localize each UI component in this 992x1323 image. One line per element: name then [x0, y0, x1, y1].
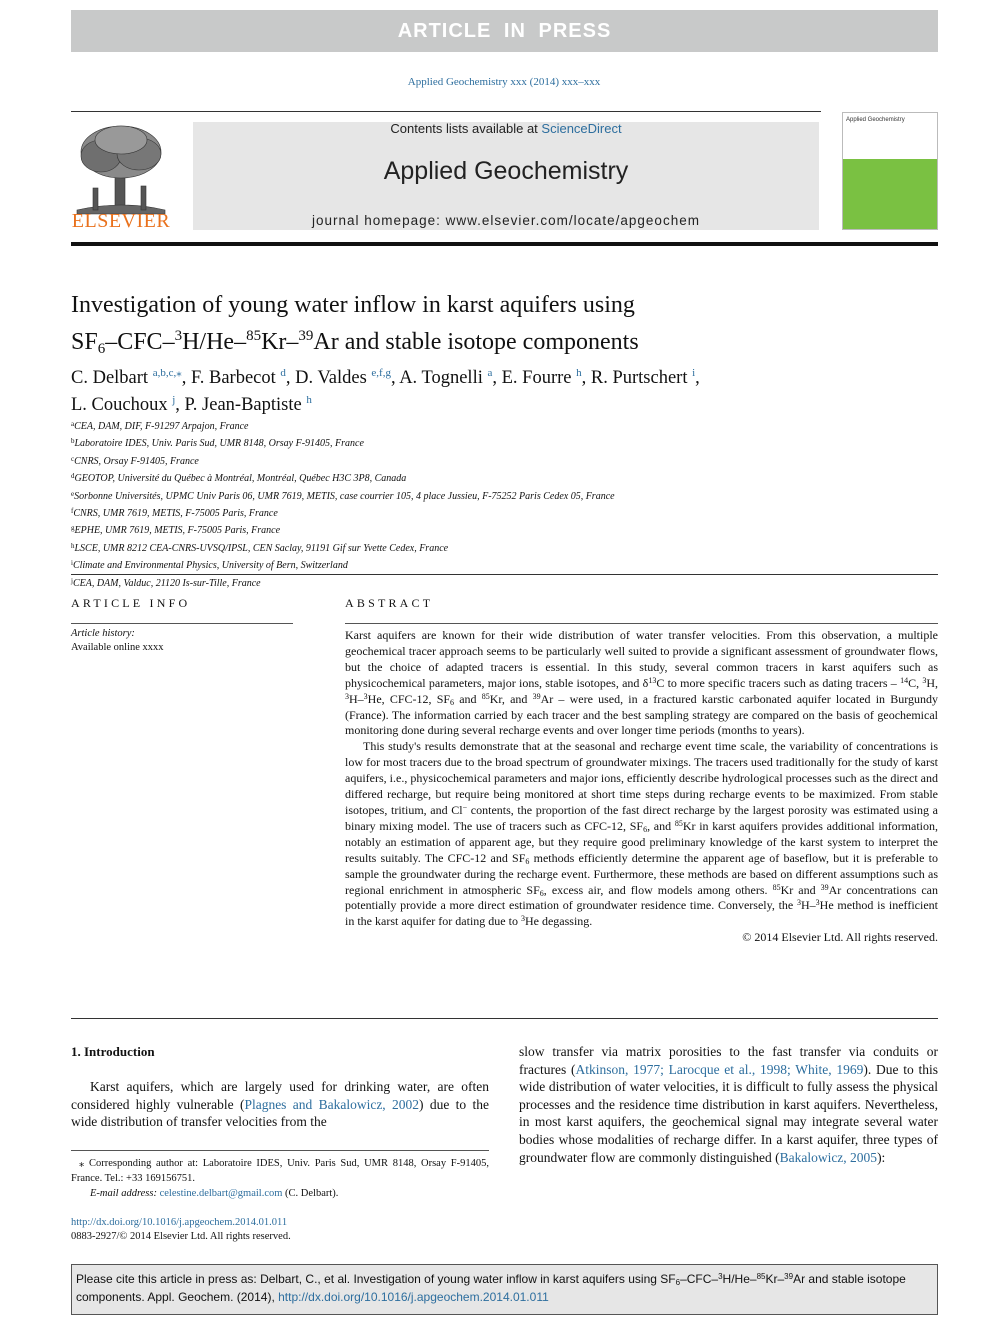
- author-affiliation-link[interactable]: j: [172, 394, 176, 406]
- author-affiliation-link[interactable]: d: [280, 367, 286, 379]
- doi-link[interactable]: http://dx.doi.org/10.1016/j.apgeochem.2014.01.011: [71, 1217, 288, 1228]
- abstract-heading: ABSTRACT: [345, 596, 434, 610]
- contents-line: Contents lists available at ScienceDirect: [390, 121, 622, 136]
- affiliation-item: $^i$Climate and Environmental Physics, University of Bern, Switzerland: [71, 559, 348, 572]
- introduction-heading: 1. Introduction: [71, 1044, 155, 1059]
- cover-green-block: [843, 159, 937, 229]
- affiliation-item: $^e$Sorbonne Universités, UPMC Univ Paris 06, UMR 7619, METIS, case courrier 105, 4 place Jussieu, F-75252 Paris Cedex 05, France: [71, 489, 615, 502]
- email-link[interactable]: celestine.delbart@gmail.com: [159, 1188, 283, 1199]
- affiliation-item: $^h$LSCE, UMR 8212 CEA-CNRS-UVSQ/IPSL, CEN Saclay, 91191 Gif sur Yvette Cedex, France: [71, 541, 449, 554]
- elsevier-wordmark[interactable]: ELSEVIER: [71, 210, 171, 232]
- author-name: C. Delbart: [71, 368, 149, 388]
- cover-title: Applied Geochemistry: [843, 113, 937, 159]
- author-affiliation-link[interactable]: a: [487, 367, 493, 379]
- reference-link[interactable]: Atkinson, 1977; Larocque et al., 1998; White, 1969: [575, 1061, 864, 1077]
- footnote-rule: [71, 1150, 489, 1151]
- abstract-body: [345, 628, 938, 946]
- available-online: Available online xxxx: [71, 642, 164, 653]
- sciencedirect-link[interactable]: ScienceDirect: [541, 121, 622, 136]
- article-info-rule: [71, 623, 293, 624]
- corresponding-author-footnote: ⁎ Corresponding author at: Laboratoire IDES, Univ. Paris Sud, UMR 8148, Orsay F-91405, France. Tel.: +33 169156751. E-mail address: celestine.delbart@gmail.com (C. Delbart).: [71, 1158, 489, 1199]
- introduction-column-1: Karst aquifers, which are largely used for drinking water, are often considered highly vulnerable (Plagnes and Bakalowicz, 2002) due to the wide distribution of transfer velocities from the: [71, 1079, 489, 1130]
- author-list: C. Delbart $^{a,b,c,⁎}$, F. Barbecot $^d$, D. Valdes $^{e,f,g}$, A. Tognelli $^a$, E. Fourre $^h$, R. Purtschert $^i$, L. Couchoux $^j$, P. Jean-Baptiste $^h$: [71, 367, 700, 415]
- affiliation-item: $^a$CEA, DAM, DIF, F-91297 Arpajon, France: [71, 420, 249, 432]
- affiliation-item: $^f$CNRS, UMR 7619, METIS, F-75005 Paris, France: [71, 507, 278, 520]
- affiliation-item: $^d$GEOTOP, Université du Québec à Montréal, Montréal, Québec H3C 3P8, Canada: [71, 472, 407, 485]
- section-rule: [71, 574, 938, 575]
- author-name: F. Barbecot: [190, 368, 276, 388]
- article-title: Investigation of young water inflow in karst aquifers using $SF_6-CFC-^3H/He-^{85}Kr-^{39}Ar$ and stable isotope components: [71, 292, 639, 357]
- author-name: D. Valdes: [295, 368, 367, 388]
- please-cite-box: Please cite this article in press as: Delbart, C., et al. Investigation of young water inflow in karst aquifers using $SF_6-CFC-^3H/He-^{85}Kr-^{39}Ar$ and stable isotope components. Appl. Geochem. (2014), http://dx.doi.org/10.1016/j.apgeochem.2014.01.011: [71, 1264, 938, 1315]
- affiliation-item: $^j$CEA, DAM, Valduc, 21120 Is-sur-Tille, France: [71, 576, 261, 589]
- abstract-paragraph-1: Karst aquifers are known for their wide distribution of water transfer velocities. From this observation, a multiple geochemical tracer approach seems to be particularly well suited to provide a significant assessment of groundwater flows, but the choice of adapted tracers is essential. In this study, several common tracers in karst aquifers such as physicochemical parameters, major ions, stable isotopes, and $\delta^{13}C$ to more specific tracers such as dating tracers – $^{14}$C, $^3$H, $^3$H–$^3$He, CFC-12, $SF_6$ and $^{85}$Kr, and $^{39}$Ar – were used, in a fractured karstic carbonated aquifer located in Burgundy (France). The information carried by each tracer and the best sampling strategy are compared on the basis of geochemical monitoring done during several recharge events and over longer time periods (months to years).: [345, 628, 938, 738]
- body-rule: [71, 1018, 938, 1019]
- header-thick-rule: [71, 242, 938, 246]
- abstract-rule: [345, 623, 938, 624]
- introduction-column-2: slow transfer via matrix porosities to the fast transfer via conduits or fractures (Atkinson, 1977; Larocque et al., 1998; White, 1969). Due to this wide distribution of water velocities, it is difficult to fully assess the physical processes and the residence time distribution in karst aquifers. Nevertheless, in most karst aquifers, the geochemical signal may integrate several water bodies whose modalities of recharge differ. In a karst aquifer, three types of groundwater flow are commonly distinguished (Bakalowicz, 2005):: [519, 1044, 938, 1165]
- issn-line: 0883-2927/© 2014 Elsevier Ltd. All rights reserved.: [71, 1231, 291, 1242]
- author-name: E. Fourre: [501, 368, 572, 388]
- article-info-heading: ARTICLE INFO: [71, 596, 191, 610]
- author-name: R. Purtschert: [590, 368, 688, 388]
- citation-line[interactable]: Applied Geochemistry xxx (2014) xxx–xxx: [407, 76, 601, 88]
- author-affiliation-link[interactable]: a,b,c,⁎: [152, 367, 182, 379]
- author-affiliation-link[interactable]: i: [692, 367, 696, 379]
- affiliation-item: $^c$CNRS, Orsay F-91405, France: [71, 454, 199, 467]
- reference-link[interactable]: Plagnes and Bakalowicz, 2002: [244, 1096, 420, 1112]
- author-affiliation-link[interactable]: e,f,g: [371, 367, 391, 379]
- article-history-label: Article history:: [71, 628, 135, 639]
- affiliation-item: $^g$EPHE, UMR 7619, METIS, F-75005 Paris, France: [71, 524, 281, 537]
- copyright-notice: © 2014 Elsevier Ltd. All rights reserved.: [742, 930, 938, 945]
- journal-title[interactable]: Applied Geochemistry: [383, 157, 629, 185]
- reference-link[interactable]: Bakalowicz, 2005: [779, 1149, 878, 1165]
- please-cite-doi-link[interactable]: http://dx.doi.org/10.1016/j.apgeochem.2014.01.011: [278, 1290, 549, 1304]
- abstract-paragraph-2: This study's results demonstrate that at the seasonal and recharge event time scale, the variability of concentrations is low for most tracers due to the broad spectrum of groundwater mixings. The tracers used traditionally for the study of karst aquifers, i.e., physicochemical parameters and major ions, efficiently describe hydrological processes such as the direct and differed recharge, but require being monitored at short time steps during recharge events to be maximized. From stable isotopes, tritium, and Cl− contents, the proportion of the fast direct recharge by the largest porosity was estimated using a binary mixing model. The use of tracers such as CFC-12, $SF_6$, and $^{85}$Kr in karst aquifers provides additional information, notably an estimation of apparent age, but they require good preliminary knowledge of the karst system to interpret the results suitably. The CFC-12 and $SF_6$ methods efficiently determine the apparent age of baseflow, but it is preferable to sample the groundwater during the recharge event. Furthermore, these methods are based on different assumptions such as regional enrichment in atmospheric $SF_6$, excess air, and flow models among others. $^{85}$Kr and $^{39}$Ar concentrations can potentially provide a more direct estimation of groundwater residence time. Conversely, the $^3$H–$^3$He method is inefficient in the karst aquifer for dating due to $^3$He degassing.: [345, 739, 939, 929]
- affiliation-item: $^b$Laboratoire IDES, Univ. Paris Sud, UMR 8148, Orsay F-91405, France: [71, 437, 364, 450]
- author-affiliation-link[interactable]: h: [576, 367, 582, 379]
- author-name: A. Tognelli: [399, 368, 483, 388]
- author-name: P. Jean-Baptiste: [184, 395, 302, 415]
- journal-homepage[interactable]: journal homepage: www.elsevier.com/locate/apgeochem: [312, 213, 700, 228]
- author-affiliation-link[interactable]: h: [306, 394, 312, 406]
- author-name: L. Couchoux: [71, 395, 168, 415]
- header-rule: [71, 111, 821, 112]
- journal-cover-thumbnail[interactable]: [842, 112, 938, 230]
- article-in-press-banner: ARTICLE IN PRESS: [71, 10, 938, 52]
- affiliations-list: [71, 417, 941, 591]
